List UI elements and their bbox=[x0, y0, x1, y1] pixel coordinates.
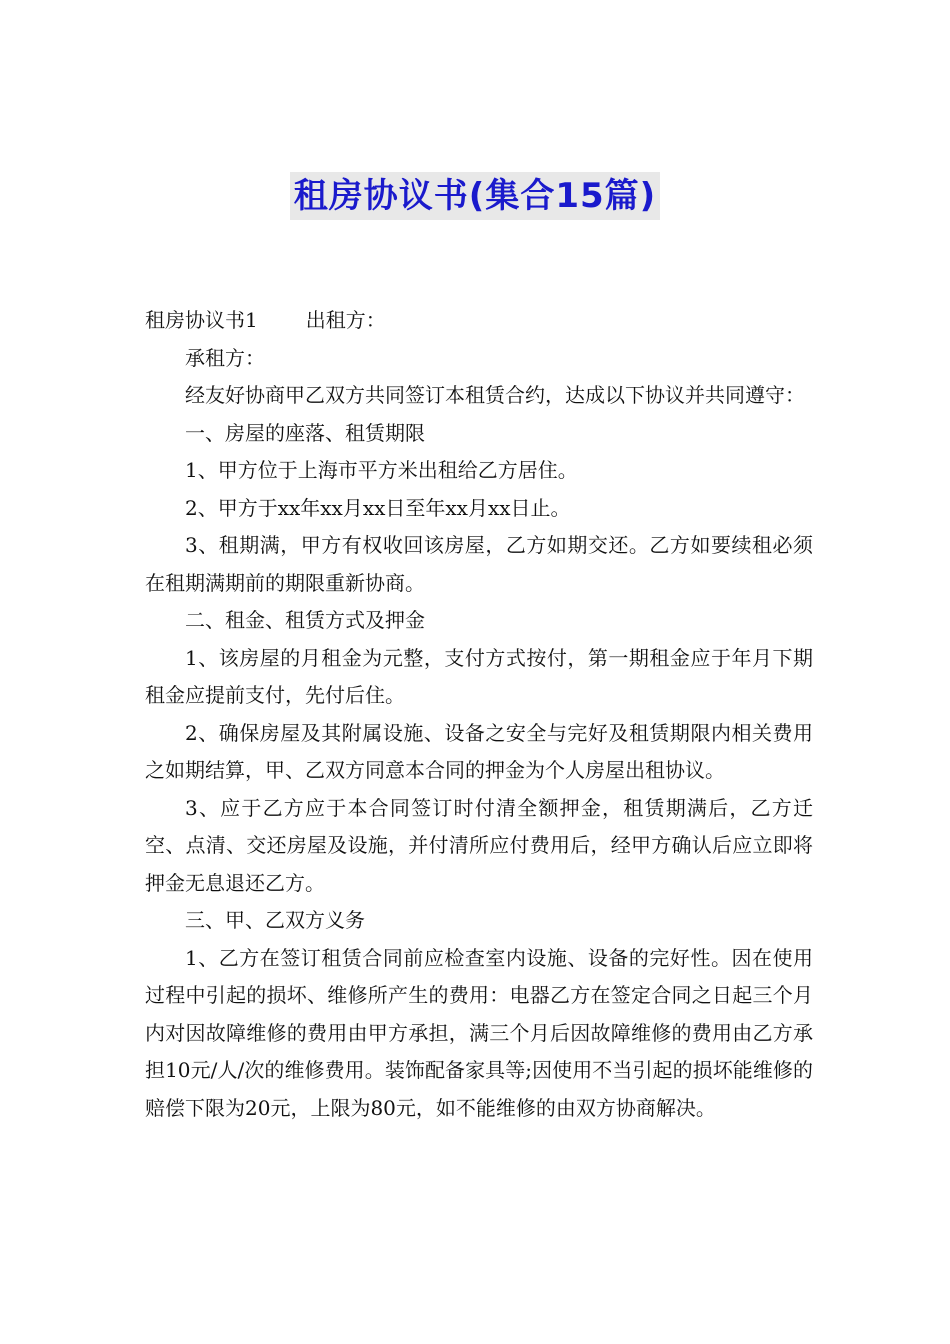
paragraph: 2、确保房屋及其附属设施、设备之安全与完好及租赁期限内相关费用之如期结算，甲、乙双方同意本合同的押金为个人房屋出租协议。 bbox=[145, 720, 813, 782]
paragraph: 3、租期满，甲方有权收回该房屋，乙方如期交还。乙方如要续租必须在租期满期前的期限重新协商。 bbox=[145, 533, 813, 595]
section-heading: 二、租金、租赁方式及押金 bbox=[185, 608, 425, 632]
section-heading: 三、甲、乙双方义务 bbox=[185, 908, 365, 932]
document-body bbox=[145, 302, 813, 1127]
paragraph: 3、应于乙方应于本合同签订时付清全额押金，租赁期满后，乙方迁空、点清、交还房屋及设施，并付清所应付费用后，经甲方确认后应立即将押金无息退还乙方。 bbox=[145, 795, 813, 895]
paragraph: 承租方： bbox=[185, 345, 265, 370]
first-line bbox=[145, 302, 813, 340]
paragraph: 2、甲方于xx年xx月xx日至年xx月xx日止。 bbox=[185, 495, 571, 520]
document-title: 租房协议书(集合15篇) bbox=[290, 172, 660, 220]
section-heading: 一、房屋的座落、租赁期限 bbox=[185, 420, 425, 445]
paragraph: 经友好协商甲乙双方共同签订本租赁合约，达成以下协议并共同遵守： bbox=[185, 383, 805, 407]
title-wrap bbox=[0, 172, 950, 220]
lessor-label: 出租方： bbox=[305, 308, 386, 332]
paragraph: 1、乙方在签订租赁合同前应检查室内设施、设备的完好性。因在使用过程中引起的损坏、维修所产生的费用：电器乙方在签定合同之日起三个月内对因故障维修的费用由甲方承担，满三个月后因故障维修的费用由乙方承担10元/人/次的维修费用。装饰配备家具等;因使用不当引起的损坏能维修的赔偿下限为20元，上限为80元，如不能维修的由双方协商解决。 bbox=[145, 945, 813, 1120]
paragraph: 1、甲方位于上海市平方米出租给乙方居住。 bbox=[185, 458, 578, 482]
paragraph: 1、该房屋的月租金为元整，支付方式按付，第一期租金应于年月下期租金应提前支付，先付后住。 bbox=[145, 645, 813, 707]
agreement-heading: 租房协议书1 bbox=[145, 308, 258, 332]
